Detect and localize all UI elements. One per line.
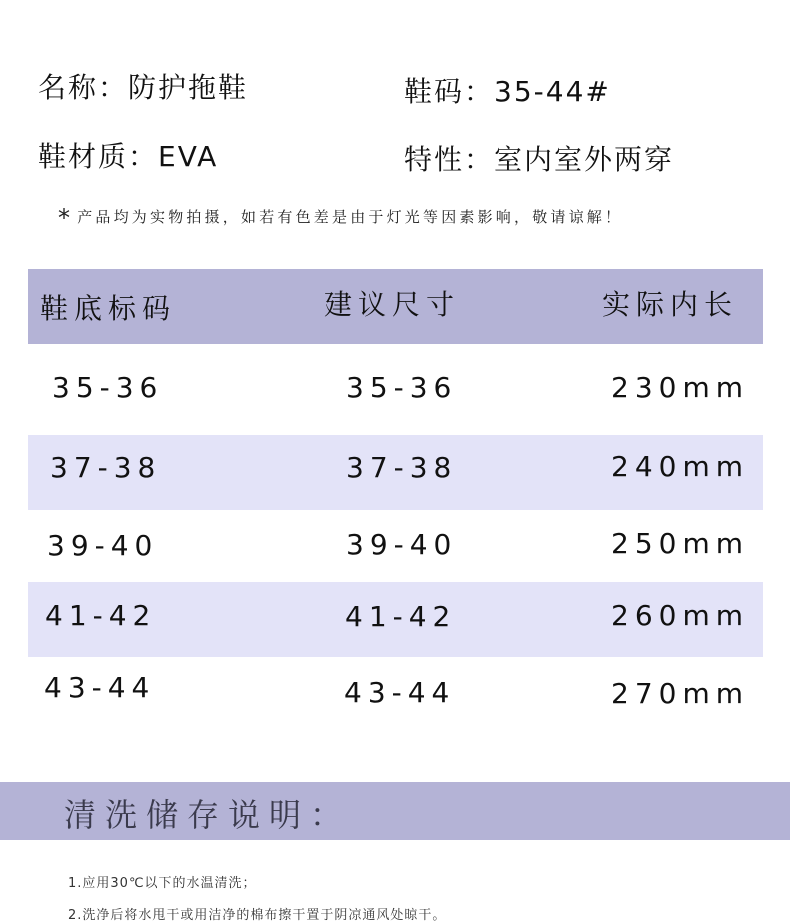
disclaimer-text: 产品均为实物拍摄，如若有色差是由于灯光等因素影响，敬请谅解！ [77, 208, 624, 226]
shoe-size-line [404, 70, 611, 110]
care-item: 1.应用30℃以下的水温清洗； [68, 876, 257, 891]
asterisk: * [58, 204, 74, 232]
header-suggested-size: 建议尺寸 [324, 288, 461, 321]
suggested-size-cell: 41-42 [345, 600, 457, 633]
header-sole-size: 鞋底标码 [40, 292, 177, 325]
suggested-size-cell: 35-36 [346, 371, 458, 404]
suggested-size-cell: 37-38 [346, 451, 458, 484]
sole-size-cell: 43-44 [44, 671, 156, 704]
inner-length-cell: 240mm [611, 450, 749, 483]
suggested-size-cell: 43-44 [344, 676, 456, 709]
table-row [28, 435, 763, 510]
size-table [28, 269, 763, 741]
feature-line [404, 138, 674, 178]
suggested-size-cell: 39-40 [346, 528, 458, 561]
name-value: 防护拖鞋 [128, 71, 249, 104]
material-line [38, 135, 218, 175]
table-row [28, 510, 763, 582]
header-inner-length: 实际内长 [602, 288, 739, 321]
table-row [28, 657, 763, 741]
table-row [28, 582, 763, 657]
table-row [28, 344, 763, 435]
sole-size-cell: 37-38 [50, 451, 162, 484]
size-value: 35-44# [494, 75, 611, 108]
sole-size-cell: 41-42 [45, 599, 157, 632]
color-disclaimer [58, 204, 623, 232]
inner-length-cell: 270mm [611, 677, 749, 710]
product-name-line [38, 66, 248, 106]
care-item: 2.洗净后将水甩干或用洁净的棉布擦干置于阴凉通风处晾干。 [68, 908, 447, 923]
size-label: 鞋码： [404, 75, 495, 108]
material-label: 鞋材质： [38, 140, 159, 173]
table-header [28, 269, 763, 344]
sole-size-cell: 35-36 [52, 371, 164, 404]
name-label: 名称： [38, 71, 129, 104]
inner-length-cell: 230mm [611, 371, 749, 404]
inner-length-cell: 260mm [611, 599, 749, 632]
material-value: EVA [158, 140, 219, 173]
sole-size-cell: 39-40 [47, 529, 159, 562]
feature-value: 室内室外两穿 [494, 143, 675, 176]
care-instructions-bar [0, 782, 790, 840]
care-title: 清洗储存说明： [64, 796, 352, 834]
inner-length-cell: 250mm [611, 527, 749, 560]
feature-label: 特性： [404, 143, 495, 176]
